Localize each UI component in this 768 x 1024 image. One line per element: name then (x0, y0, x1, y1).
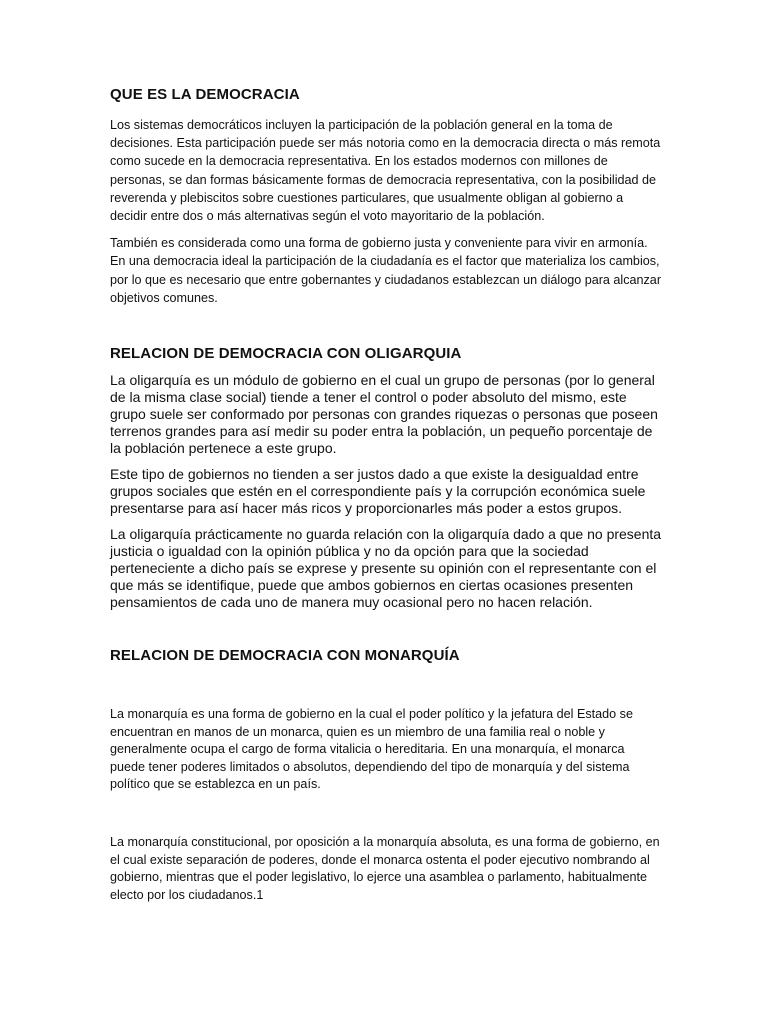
paragraph: También es considerada como una forma de gobierno justa y conveniente para vivir en armonía. En una democracia ideal la participación de la ciudadanía es el factor que materializa los cambios, por lo que es necesario que entre gobernantes y ciudadanos establezcan un diálogo para alcanzar objetivos comunes. (110, 236, 662, 305)
section-heading: RELACION DE DEMOCRACIA CON MONARQUÍA (110, 647, 460, 665)
section-monarquia (110, 647, 662, 904)
paragraph: La oligarquía prácticamente no guarda relación con la oligarquía dado a que no presenta justicia o igualdad con la opinión pública y no da opción para que la sociedad perteneciente a dicho país se exprese y presente su opinión con el representante con el que más se identifique, puede que ambos gobiernos en ciertas ocasiones presenten pensamientos de cada uno de manera muy ocasional pero no hacen relación. (110, 526, 662, 611)
paragraph: Este tipo de gobiernos no tienden a ser justos dado a que existe la desigualdad entre grupos sociales que estén en el correspondiente país y la corrupción económica suele presentarse para así hacer más ricos y proporcionarles más poder a estos grupos. (110, 466, 646, 517)
section-democracia (110, 86, 662, 307)
section-heading: QUE ES LA DEMOCRACIA (110, 86, 300, 103)
paragraph: La monarquía es una forma de gobierno en la cual el poder político y la jefatura del Estado se encuentran en manos de un monarca, quien es un miembro de una familia real o noble y generalmente ocupa el cargo de forma vitalicia o hereditaria. En una monarquía, el monarca puede tener poderes limitados o absolutos, dependiendo del tipo de monarquía y del sistema político que se establezca en un país. (110, 707, 633, 792)
section-oligarquia (110, 345, 662, 611)
paragraph: La oligarquía es un módulo de gobierno en el cual un grupo de personas (por lo general de la misma clase social) tiende a tener el control o poder absoluto del mismo, este grupo suele ser conformado por personas con grandes riquezas o personas que poseen terrenos grandes para así medir su poder entra la población, un pequeño porcentaje de la población pertenece a este grupo. (110, 372, 658, 457)
document-page (110, 86, 662, 904)
paragraph: La monarquía constitucional, por oposición a la monarquía absoluta, es una forma de gobierno, en el cual existe separación de poderes, donde el monarca ostenta el poder ejecutivo nombrando al gobierno, mientras que el poder legislativo, lo ejerce una asamblea o parlamento, habitualmente electo por los ciudadanos.1 (110, 835, 660, 902)
section-heading: RELACION DE DEMOCRACIA CON OLIGARQUIA (110, 345, 462, 363)
paragraph: Los sistemas democráticos incluyen la participación de la población general en la toma de decisiones. Esta participación puede ser más notoria como en la democracia directa o más remota como sucede en la democracia representativa. En los estados modernos con millones de personas, se dan formas básicamente formas de democracia representativa, con la posibilidad de reverenda y plebiscitos sobre cuestiones particulares, que usualmente obligan al gobierno a decidir entre dos o más alternativas según el voto mayoritario de la población. (110, 118, 661, 224)
